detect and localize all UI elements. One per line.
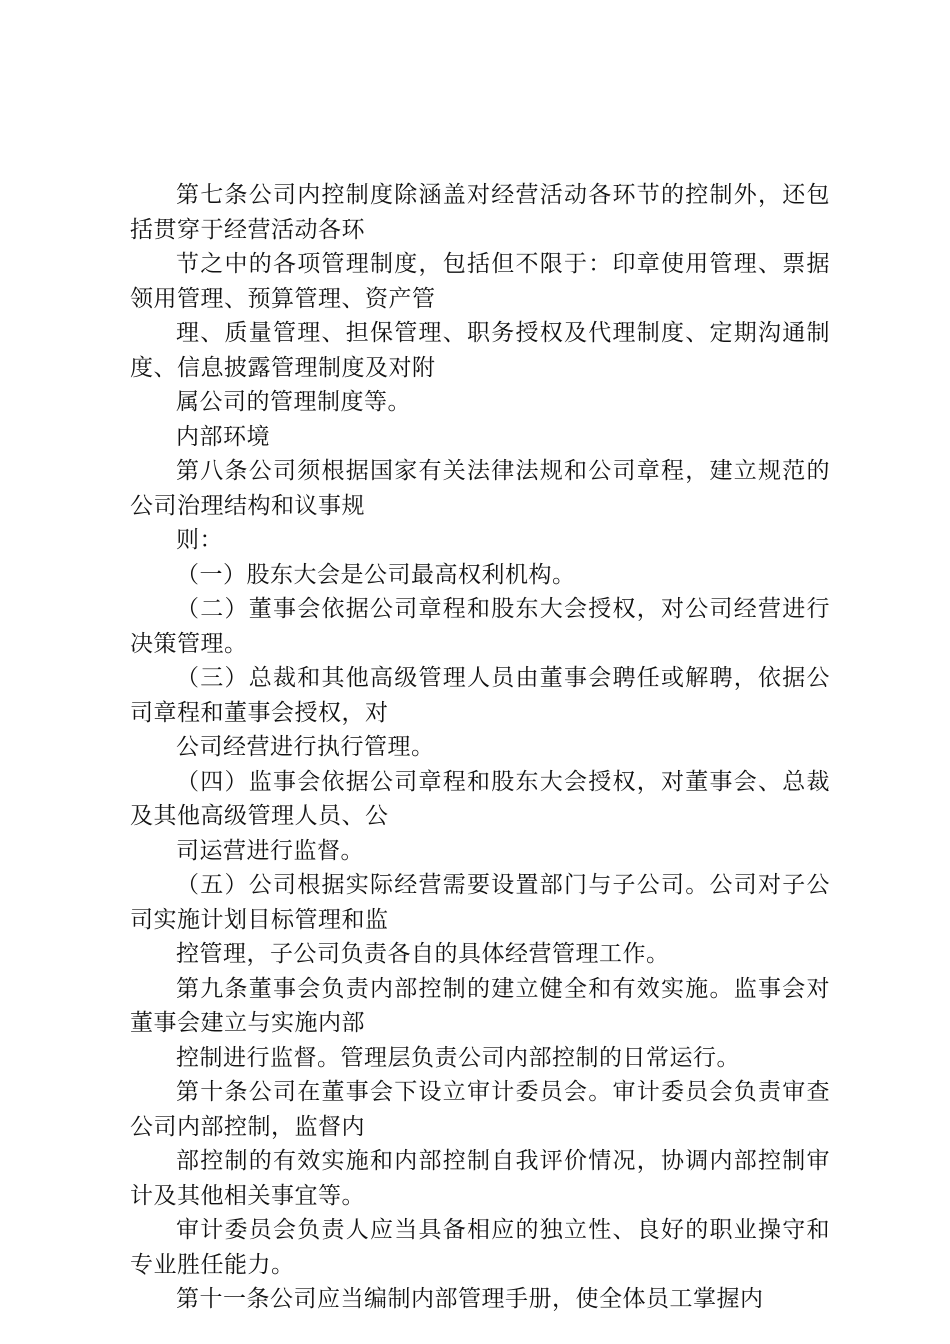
paragraph-17: 控制进行监督。管理层负责公司内部控制的日常运行。 xyxy=(176,1044,740,1071)
paragraph-3: 理、质量管理、担保管理、职务授权及代理制度、定期沟通制度、信息披露管理制度及对附 xyxy=(130,320,830,381)
paragraph-1: 第七条公司内控制度除涵盖对经营活动各环节的控制外，还包括贯穿于经营活动各环 xyxy=(130,182,830,243)
paragraph-20: 审计委员会负责人应当具备相应的独立性、良好的职业操守和专业胜任能力。 xyxy=(130,1217,830,1278)
paragraph-4: 属公司的管理制度等。 xyxy=(176,389,411,415)
list-item-4-continued: 司运营进行监督。 xyxy=(176,837,364,864)
list-item-5: （五）公司根据实际经营需要设置部门与子公司。公司对子公司实施计划目标管理和监 xyxy=(130,872,830,933)
paragraph-6: 第八条公司须根据国家有关法律法规和公司章程，建立规范的公司治理结构和议事规 xyxy=(130,458,830,519)
list-item-1: （一）股东大会是公司最高权利机构。 xyxy=(176,561,576,588)
section-heading-internal-environment: 内部环境 xyxy=(176,423,270,450)
list-item-2: （二）董事会依据公司章程和股东大会授权，对公司经营进行决策管理。 xyxy=(130,596,830,657)
paragraph-2: 节之中的各项管理制度，包括但不限于：印章使用管理、票据领用管理、预算管理、资产管 xyxy=(130,251,830,312)
list-item-4: （四）监事会依据公司章程和股东大会授权，对董事会、总裁及其他高级管理人员、公 xyxy=(130,768,830,829)
document-body xyxy=(130,178,830,1317)
paragraph-7: 则： xyxy=(176,527,223,553)
paragraph-21: 第十一条公司应当编制内部管理手册，使全体员工掌握内 xyxy=(176,1286,764,1312)
paragraph-18: 第十条公司在董事会下设立审计委员会。审计委员会负责审查公司内部控制，监督内 xyxy=(130,1079,830,1140)
list-item-5-continued: 控管理，子公司负责各自的具体经营管理工作。 xyxy=(176,941,670,967)
paragraph-16: 第九条董事会负责内部控制的建立健全和有效实施。监事会对董事会建立与实施内部 xyxy=(130,975,830,1036)
paragraph-19: 部控制的有效实施和内部控制自我评价情况，协调内部控制审计及其他相关事宜等。 xyxy=(130,1148,830,1209)
list-item-3: （三）总裁和其他高级管理人员由董事会聘任或解聘，依据公司章程和董事会授权，对 xyxy=(130,665,830,726)
list-item-3-continued: 公司经营进行执行管理。 xyxy=(176,734,435,760)
